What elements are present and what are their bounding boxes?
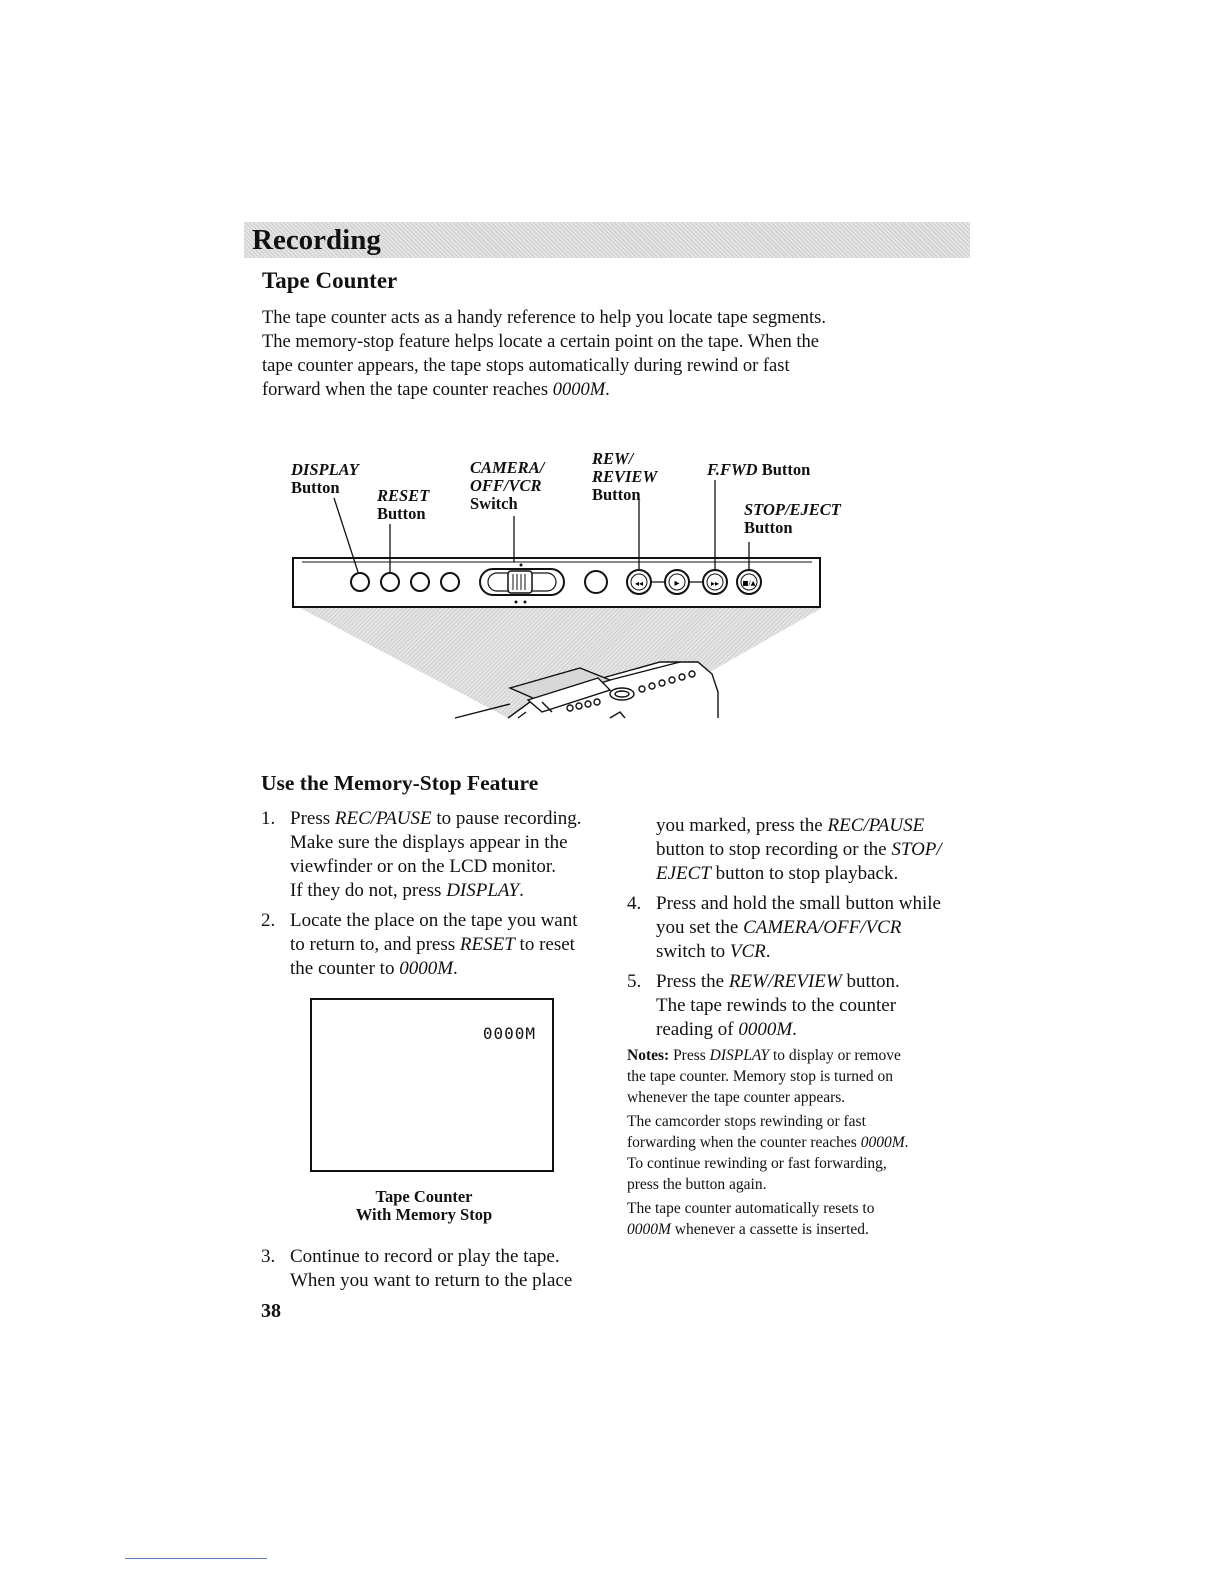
step-line: the counter to 0000M. [290,958,458,979]
ffwd-button[interactable] [703,570,727,594]
play-icon: ▸ [674,578,680,589]
step-number: 2. [261,910,276,931]
rewind-icon: ◂◂ [634,579,644,588]
step-number: 1. [261,808,276,829]
step-line: you set the CAMERA/OFF/VCR [656,917,902,938]
step-line: The tape rewinds to the counter [656,995,897,1016]
tape-counter-heading: Tape Counter [262,268,398,293]
rew-review-button-label: REW/ REVIEW Button [592,449,658,504]
lcd-counter-screen [310,998,554,1172]
intro-paragraph [262,306,902,402]
display-button-label: DISPLAY Button [291,460,359,497]
fast-forward-icon: ▸▸ [710,579,720,588]
step-text [290,1245,572,1293]
section-title: Recording [252,224,381,256]
page-number: 38 [261,1300,281,1322]
notes-line: 0000M whenever a cassette is inserted. [627,1221,869,1238]
panel-button[interactable] [441,573,459,591]
step-line: you marked, press the REC/PAUSE [656,815,925,836]
step-number: 3. [261,1246,276,1267]
step-text [656,814,942,886]
notes-line: The camcorder stops rewinding or fast [627,1113,866,1130]
step-text [656,970,900,1042]
notes-line: press the button again. [627,1176,767,1193]
panel-button[interactable] [411,573,429,591]
camera-switch-label: CAMERA/ OFF/VCR Switch [470,458,545,513]
step-line: EJECT button to stop playback. [656,863,899,884]
step-line: switch to VCR. [656,941,771,962]
step-line: viewfinder or on the LCD monitor. [290,856,556,877]
notes-line: To continue rewinding or fast forwarding, [627,1155,887,1172]
intro-line: forward when the tape counter reaches 0000M. [262,380,610,400]
notes-line: The tape counter automatically resets to [627,1200,875,1217]
reset-button-label: RESET Button [377,486,430,523]
step-line: Make sure the displays appear in the [290,832,568,853]
panel-button[interactable] [585,571,607,593]
footer-rule [125,1558,267,1559]
notes-line: forwarding when the counter reaches 0000M. [627,1134,909,1151]
intro-line: tape counter appears, the tape stops automatically during rewind or fast [262,356,790,376]
stop-eject-button[interactable] [737,570,761,594]
intro-line: The tape counter acts as a handy reference to help you locate tape segments. [262,308,826,328]
stop-eject-button-label: STOP/EJECT Button [744,500,841,537]
step-line: button to stop recording or the STOP/ [656,839,942,860]
memory-stop-heading: Use the Memory-Stop Feature [261,771,539,795]
step-number: 5. [627,971,642,992]
notes-label: Notes: [627,1047,670,1064]
lcd-caption: Tape Counter With Memory Stop [355,1187,493,1224]
notes-line: the tape counter. Memory stop is turned on [627,1068,894,1085]
step-line: Continue to record or play the tape. [290,1246,560,1267]
play-button[interactable] [665,570,689,594]
step-line: to return to, and press RESET to reset [290,934,575,955]
step-line: Locate the place on the tape you want [290,910,578,931]
intro-line: The memory-stop feature helps locate a certain point on the tape. When the [262,332,820,352]
step-line: Press the REW/REVIEW button. [656,971,900,992]
step-number: 4. [627,893,642,914]
display-button[interactable] [351,573,369,591]
step-text [290,807,581,903]
lcd-counter-reading: 0000M [482,1024,536,1043]
step-text [656,892,941,964]
notes-line: whenever the tape counter appears. [627,1089,846,1106]
step-line: When you want to return to the place [290,1270,573,1291]
stop-eject-icon: ■/▲ [742,579,756,587]
step-line: Press and hold the small button while [656,893,941,914]
reset-button[interactable] [381,573,399,591]
ffwd-button-label: F.FWD Button [707,460,811,479]
rew-review-button[interactable] [627,570,651,594]
section-banner [244,222,970,258]
step-line: Press REC/PAUSE to pause recording. [290,808,582,829]
step-line: reading of 0000M. [656,1019,797,1040]
step-line: If they do not, press DISPLAY. [290,880,524,901]
step-text [290,909,578,981]
notes-line: Notes: Press DISPLAY to display or remove [627,1047,901,1064]
control-panel-diagram [280,450,840,725]
notes-block [627,1045,967,1240]
